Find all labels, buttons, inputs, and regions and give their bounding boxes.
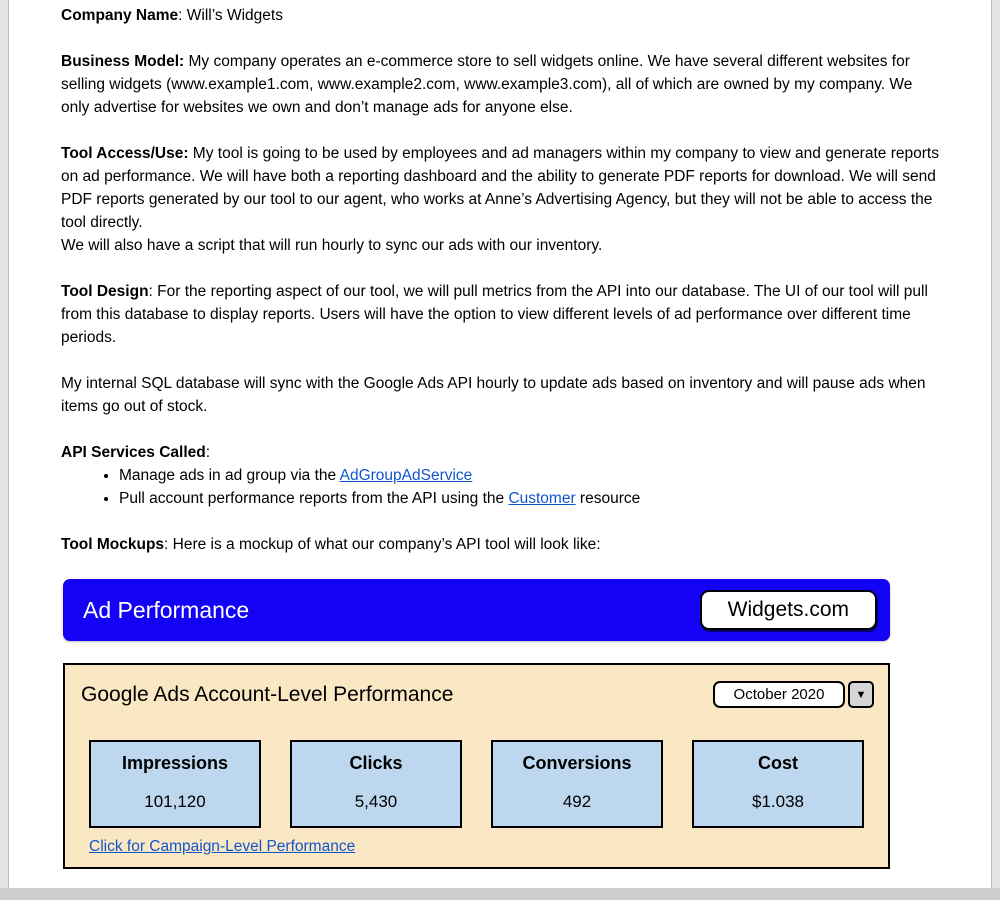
bullet2-text-post: resource <box>575 490 641 507</box>
metric-label: Clicks <box>349 753 403 773</box>
tool-access-text-2: We will also have a script that will run hourly to sync our ads with our inventory. <box>61 237 603 254</box>
tool-design-label: Tool Design <box>61 283 149 300</box>
business-model-text: My company operates an e-commerce store to sell widgets online. We have several different websites for selling widgets (www.example1.com, www.example2.com, www.example3.com), all of which are owned by my company. We only advertise for websites we own and don’t manage ads for anyone else. <box>61 53 913 116</box>
document-content <box>9 0 991 869</box>
paragraph-tool-access <box>61 142 941 257</box>
widgets-button[interactable]: Widgets.com <box>700 590 877 630</box>
chevron-down-icon: ▼ <box>855 688 867 701</box>
campaign-level-link[interactable]: Click for Campaign-Level Performance <box>89 838 356 855</box>
business-model-label: Business Model: <box>61 53 185 70</box>
api-services-colon: : <box>205 444 211 461</box>
tool-design-text: : For the reporting aspect of our tool, we will pull metrics from the API into our database. The UI of our tool will pull from this database to display reports. Users will have the option to view different levels of ad performance over different time periods. <box>61 283 928 346</box>
metric-card-impressions <box>89 740 261 828</box>
paragraph-sql-sync: My internal SQL database will sync with the Google Ads API hourly to update ads based on inventory and will pause ads when items go out of stock. <box>61 375 926 415</box>
company-name-label: Company Name <box>61 7 179 24</box>
account-performance-panel <box>63 663 890 869</box>
month-dropdown-group <box>713 681 874 708</box>
mockup-header-title: Ad Performance <box>83 596 250 623</box>
metric-card-clicks <box>290 740 462 828</box>
company-name-value: : Will’s Widgets <box>178 7 283 24</box>
metric-value: 5,430 <box>354 792 398 811</box>
metric-cards-row <box>65 740 888 828</box>
metric-value: 492 <box>562 792 592 811</box>
mockup-header-bar <box>63 579 890 641</box>
tool-mockups-label: Tool Mockups <box>61 536 165 553</box>
api-service-item-customer <box>119 487 941 510</box>
paragraph-tool-design <box>61 280 941 349</box>
api-services-label: API Services Called <box>61 444 206 461</box>
metric-value: $1.038 <box>752 792 804 811</box>
tool-mockups-text: : Here is a mockup of what our company’s API tool will look like: <box>164 536 601 553</box>
month-dropdown[interactable]: October 2020 <box>713 681 845 708</box>
metric-card-conversions <box>491 740 663 828</box>
paragraph-business-model <box>61 50 941 119</box>
bullet1-text: Manage ads in ad group via the <box>119 467 340 484</box>
metric-label: Cost <box>758 753 798 773</box>
document-page <box>8 0 992 892</box>
metric-label: Conversions <box>522 753 632 773</box>
paragraph-api-services <box>61 441 941 464</box>
tool-access-text: My tool is going to be used by employees and ad managers within my company to view and generate reports on ad performance. We will have both a reporting dashboard and the ability to generate PDF reports for download. We will send PDF reports generated by our tool to our agent, who works at Anne’s Advertising Agency, but they will not be able to access the tool directly. <box>61 145 939 231</box>
metric-label: Impressions <box>121 753 229 773</box>
metric-value: 101,120 <box>144 792 206 811</box>
api-service-item-adgroupad <box>119 464 941 487</box>
window-bottom-edge <box>0 888 1000 900</box>
paragraph-company-name <box>61 4 941 27</box>
customer-resource-link[interactable]: Customer <box>508 490 576 507</box>
tool-access-label: Tool Access/Use: <box>61 145 189 162</box>
paragraph-tool-mockups <box>61 533 941 556</box>
panel-header-row <box>65 665 888 708</box>
bullet2-text: Pull account performance reports from the API using the <box>119 490 509 507</box>
panel-title: Google Ads Account-Level Performance <box>81 683 454 706</box>
metric-card-cost <box>692 740 864 828</box>
adgroupadservice-link[interactable]: AdGroupAdService <box>339 467 473 484</box>
dropdown-arrow-button[interactable] <box>848 681 874 708</box>
api-services-list <box>61 464 941 510</box>
